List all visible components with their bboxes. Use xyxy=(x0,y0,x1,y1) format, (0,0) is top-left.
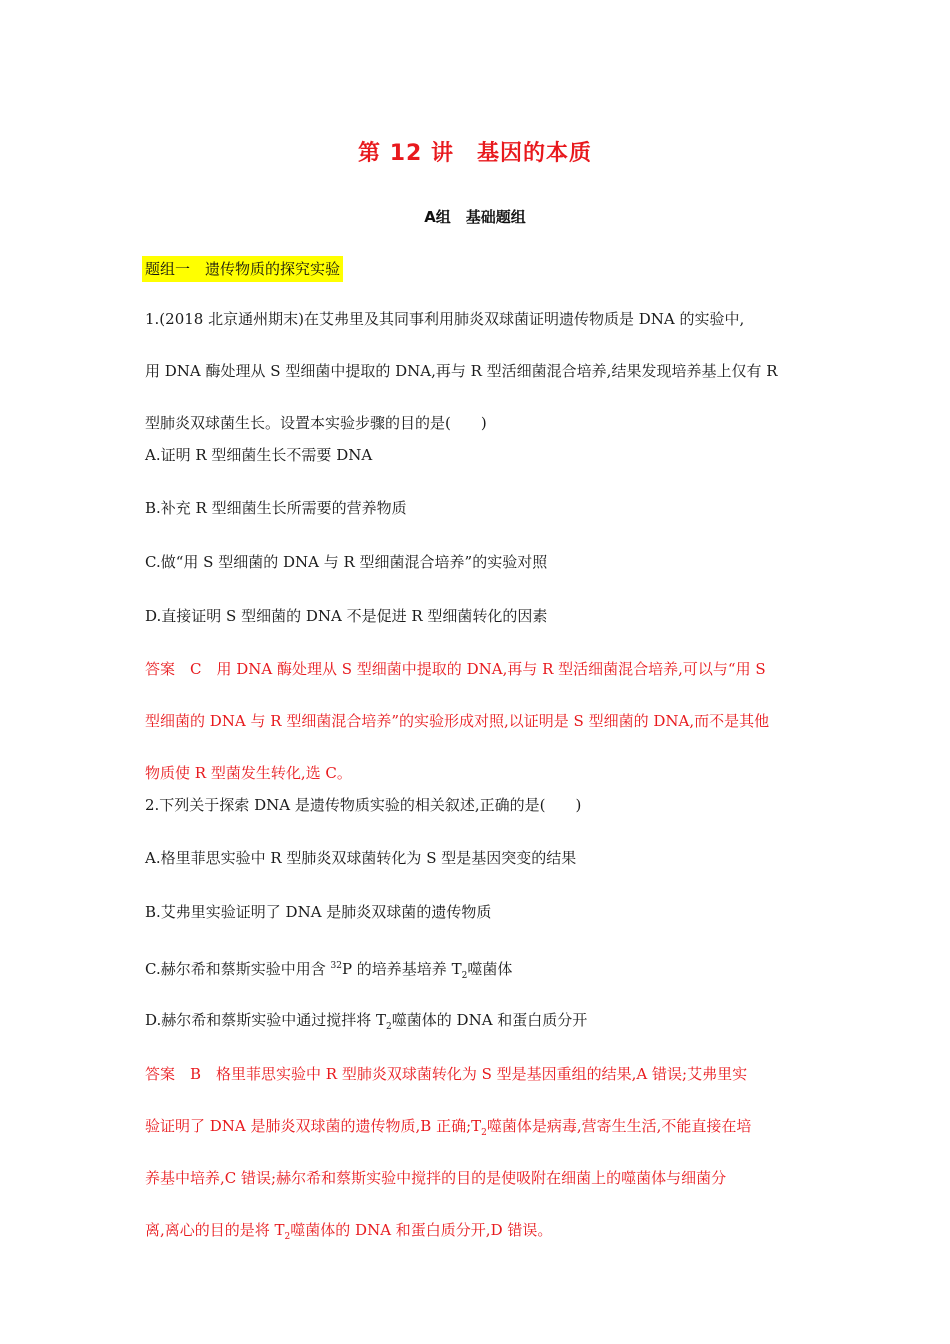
subscript: 2 xyxy=(386,1022,392,1032)
question-2-option-c xyxy=(145,953,512,980)
answer-text: 离,离心的目的是将 T xyxy=(145,1221,285,1239)
option-text: 噬菌体 xyxy=(467,960,513,978)
option-text: C.赫尔希和蔡斯实验中用含 xyxy=(145,960,331,978)
question-2-option-a: A.格里菲思实验中 R 型肺炎双球菌转化为 S 型是基因突变的结果 xyxy=(145,849,577,867)
question-1-option-d: D.直接证明 S 型细菌的 DNA 不是促进 R 型细菌转化的因素 xyxy=(145,607,548,625)
answer-text: 噬菌体的 DNA 和蛋白质分开,D 错误。 xyxy=(290,1221,553,1239)
option-text: 噬菌体的 DNA 和蛋白质分开 xyxy=(391,1011,588,1029)
question-1-line: 用 DNA 酶处理从 S 型细菌中提取的 DNA,再与 R 型活细菌混合培养,结果发现培养基上仅有 R xyxy=(145,362,778,380)
question-1-option-c: C.做“用 S 型细菌的 DNA 与 R 型细菌混合培养”的实验对照 xyxy=(145,553,548,571)
answer-line: 答案 C 用 DNA 酶处理从 S 型细菌中提取的 DNA,再与 R 型活细菌混合培养,可以与“用 S xyxy=(145,660,766,678)
question-1-line: 1.(2018 北京通州期末)在艾弗里及其同事利用肺炎双球菌证明遗传物质是 DNA 的实验中, xyxy=(145,310,745,328)
question-2-answer xyxy=(145,1061,810,1269)
subscript: 2 xyxy=(284,1232,291,1242)
superscript: 32 xyxy=(330,961,342,971)
answer-line: 物质使 R 型菌发生转化,选 C。 xyxy=(145,764,352,782)
subscript: 2 xyxy=(481,1128,487,1138)
answer-text: 噬菌体是病毒,营寄生生活,不能直接在培 xyxy=(486,1117,752,1135)
section-heading-highlighted: 题组一 遗传物质的探究实验 xyxy=(142,256,343,282)
option-text: P 的培养基培养 T xyxy=(341,960,462,978)
question-1-stem xyxy=(145,306,810,437)
answer-line xyxy=(145,1217,810,1244)
question-2-option-b: B.艾弗里实验证明了 DNA 是肺炎双球菌的遗传物质 xyxy=(145,903,492,921)
answer-line xyxy=(145,1113,810,1140)
question-1-answer xyxy=(145,656,810,812)
question-2-option-d xyxy=(145,1007,587,1034)
answer-line: 答案 B 格里菲思实验中 R 型肺炎双球菌转化为 S 型是基因重组的结果,A 错误;艾弗里实 xyxy=(145,1065,748,1083)
question-1-line: 型肺炎双球菌生长。设置本实验步骤的目的是( ) xyxy=(145,414,487,432)
answer-text: 验证明了 DNA 是肺炎双球菌的遗传物质,B 正确;T xyxy=(145,1117,482,1135)
lecture-title: 第 12 讲 基因的本质 xyxy=(358,141,592,166)
subscript: 2 xyxy=(461,971,468,981)
answer-line: 型细菌的 DNA 与 R 型细菌混合培养”的实验形成对照,以证明是 S 型细菌的 DNA,而不是其他 xyxy=(145,712,770,730)
question-1-option-b: B.补充 R 型细菌生长所需要的营养物质 xyxy=(145,499,407,517)
answer-line: 养基中培养,C 错误;赫尔希和蔡斯实验中搅拌的目的是使吸附在细菌上的噬菌体与细菌分 xyxy=(145,1169,727,1187)
question-2-stem: 2.下列关于探索 DNA 是遗传物质实验的相关叙述,正确的是( ) xyxy=(145,796,582,814)
group-heading: A组 基础题组 xyxy=(424,208,526,226)
question-1-option-a: A.证明 R 型细菌生长不需要 DNA xyxy=(145,446,373,464)
option-text: D.赫尔希和蔡斯实验中通过搅拌将 T xyxy=(145,1011,387,1029)
